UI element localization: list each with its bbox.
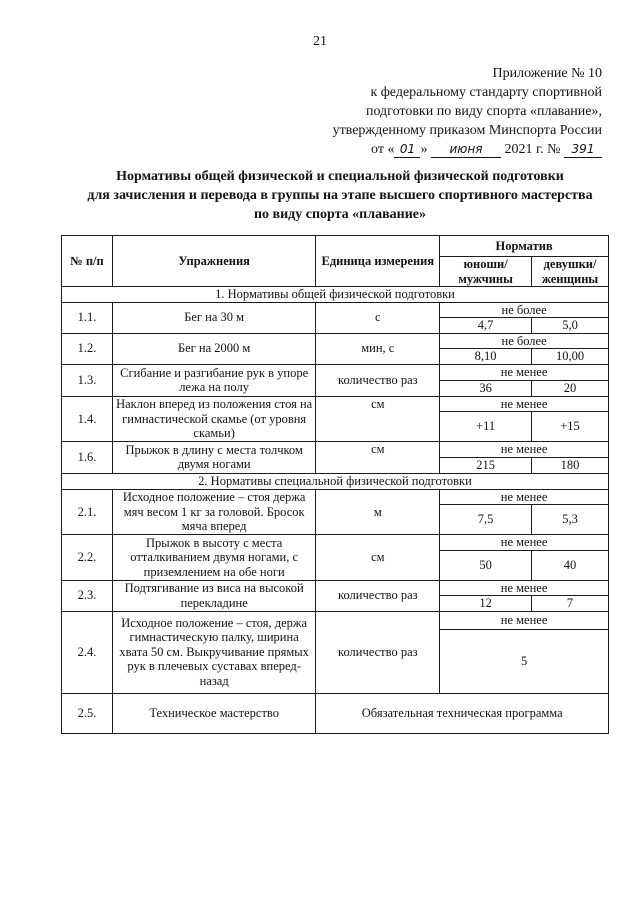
header-unit: Единица измерения (316, 236, 440, 287)
table-row (62, 364, 609, 380)
row-male: +11 (440, 412, 532, 442)
row-female: 10,00 (532, 349, 609, 365)
row-combined-value: 5 (440, 629, 609, 693)
order-number: 391 (564, 142, 602, 158)
row-condition: не менее (440, 442, 609, 458)
header-norm: Норматив (440, 236, 609, 257)
row-num: 1.3. (62, 364, 113, 396)
row-female: 5,0 (532, 318, 609, 334)
row-num: 2.3. (62, 580, 113, 611)
appendix-line-1: Приложение № 10 (492, 66, 602, 81)
row-condition: не менее (440, 489, 609, 505)
row-num: 2.4. (62, 611, 113, 693)
row-male: 7,5 (440, 505, 532, 535)
row-female: 20 (532, 380, 609, 396)
appendix-line-2: к федеральному стандарту спортивной (370, 85, 602, 100)
row-unit: см (316, 535, 440, 581)
title-line-2: для зачисления и перевода в группы на этапе высшего спортивного мастерства (87, 188, 593, 203)
row-male: 50 (440, 550, 532, 580)
table-row (62, 580, 609, 596)
row-exercise: Бег на 2000 м (112, 333, 316, 364)
row-exercise: Сгибание и разгибание рук в упоре лежа на полу (112, 364, 316, 396)
table-row (62, 396, 609, 412)
row-exercise: Техническое мастерство (112, 693, 316, 733)
row-condition: не менее (440, 396, 609, 412)
header-exercise: Упражнения (112, 236, 316, 287)
row-num: 2.2. (62, 535, 113, 581)
row-unit: с (316, 302, 440, 333)
date-prefix: от « (371, 142, 395, 157)
appendix-line-4: утвержденному приказом Минспорта России (332, 123, 602, 138)
appendix-line-3: подготовки по виду спорта «плавание», (365, 104, 602, 119)
row-program: Обязательная техническая программа (316, 693, 609, 733)
title-line-3: по виду спорта «плавание» (253, 207, 427, 222)
row-condition: не менее (440, 535, 609, 551)
row-exercise: Исходное положение – стоя, держа гимнастическую палку, ширина хвата 50 см. Выкручивание прямых рук в плечевых суставах вперед-назад (112, 611, 316, 693)
row-condition: не более (440, 333, 609, 349)
row-exercise: Наклон вперед из положения стоя на гимнастической скамье (от уровня скамьи) (112, 396, 316, 442)
date-day: 01 (394, 142, 420, 158)
table-row (62, 333, 609, 349)
row-num: 1.4. (62, 396, 113, 442)
row-condition: не менее (440, 364, 609, 380)
row-male: 12 (440, 596, 532, 612)
norms-table (61, 235, 609, 734)
row-exercise: Прыжок в высоту с места отталкиванием двумя ногами, с приземлением на обе ноги (112, 535, 316, 581)
table-row (62, 535, 609, 551)
header-male: юноши/ мужчины (440, 257, 532, 287)
row-unit: количество раз (316, 364, 440, 396)
row-num: 1.6. (62, 442, 113, 474)
row-exercise: Исходное положение – стоя держа мяч весом 1 кг за головой. Бросок мяча вперед (112, 489, 316, 535)
table-row (62, 611, 609, 629)
row-unit: м (316, 489, 440, 535)
row-female: 7 (532, 596, 609, 612)
row-exercise: Прыжок в длину с места толчком двумя ногами (112, 442, 316, 474)
row-num: 1.2. (62, 333, 113, 364)
row-num: 1.1. (62, 302, 113, 333)
row-unit: количество раз (316, 611, 440, 693)
row-condition: не менее (440, 611, 609, 629)
row-female: +15 (532, 412, 609, 442)
row-male: 215 (440, 458, 532, 474)
date-year: 2021 г. № (504, 142, 561, 157)
row-female: 40 (532, 550, 609, 580)
row-unit: количество раз (316, 580, 440, 611)
appendix-date-line (302, 140, 602, 159)
date-mid: » (420, 142, 428, 157)
row-num: 2.5. (62, 693, 113, 733)
row-unit: см (316, 396, 440, 442)
row-unit: мин, с (316, 333, 440, 364)
section-title: 2. Нормативы специальной физической подготовки (62, 473, 609, 489)
document-title (60, 167, 620, 224)
row-unit: см (316, 442, 440, 474)
table-row (62, 442, 609, 458)
row-condition: не более (440, 302, 609, 318)
section-title: 1. Нормативы общей физической подготовки (62, 287, 609, 303)
row-exercise: Бег на 30 м (112, 302, 316, 333)
title-line-1: Нормативы общей физической и специальной физической подготовки (116, 169, 564, 184)
row-condition: не менее (440, 580, 609, 596)
page-number: 21 (313, 34, 327, 49)
table-row (62, 489, 609, 505)
row-male: 8,10 (440, 349, 532, 365)
appendix-block (302, 64, 602, 159)
row-male: 4,7 (440, 318, 532, 334)
row-female: 180 (532, 458, 609, 474)
row-male: 36 (440, 380, 532, 396)
table-row (62, 302, 609, 318)
row-female: 5,3 (532, 505, 609, 535)
header-female: девушки/ женщины (532, 257, 609, 287)
date-month: июня (431, 142, 501, 158)
header-num: № п/п (62, 236, 113, 287)
row-exercise: Подтягивание из виса на высокой перекладине (112, 580, 316, 611)
table-row (62, 693, 609, 733)
row-num: 2.1. (62, 489, 113, 535)
